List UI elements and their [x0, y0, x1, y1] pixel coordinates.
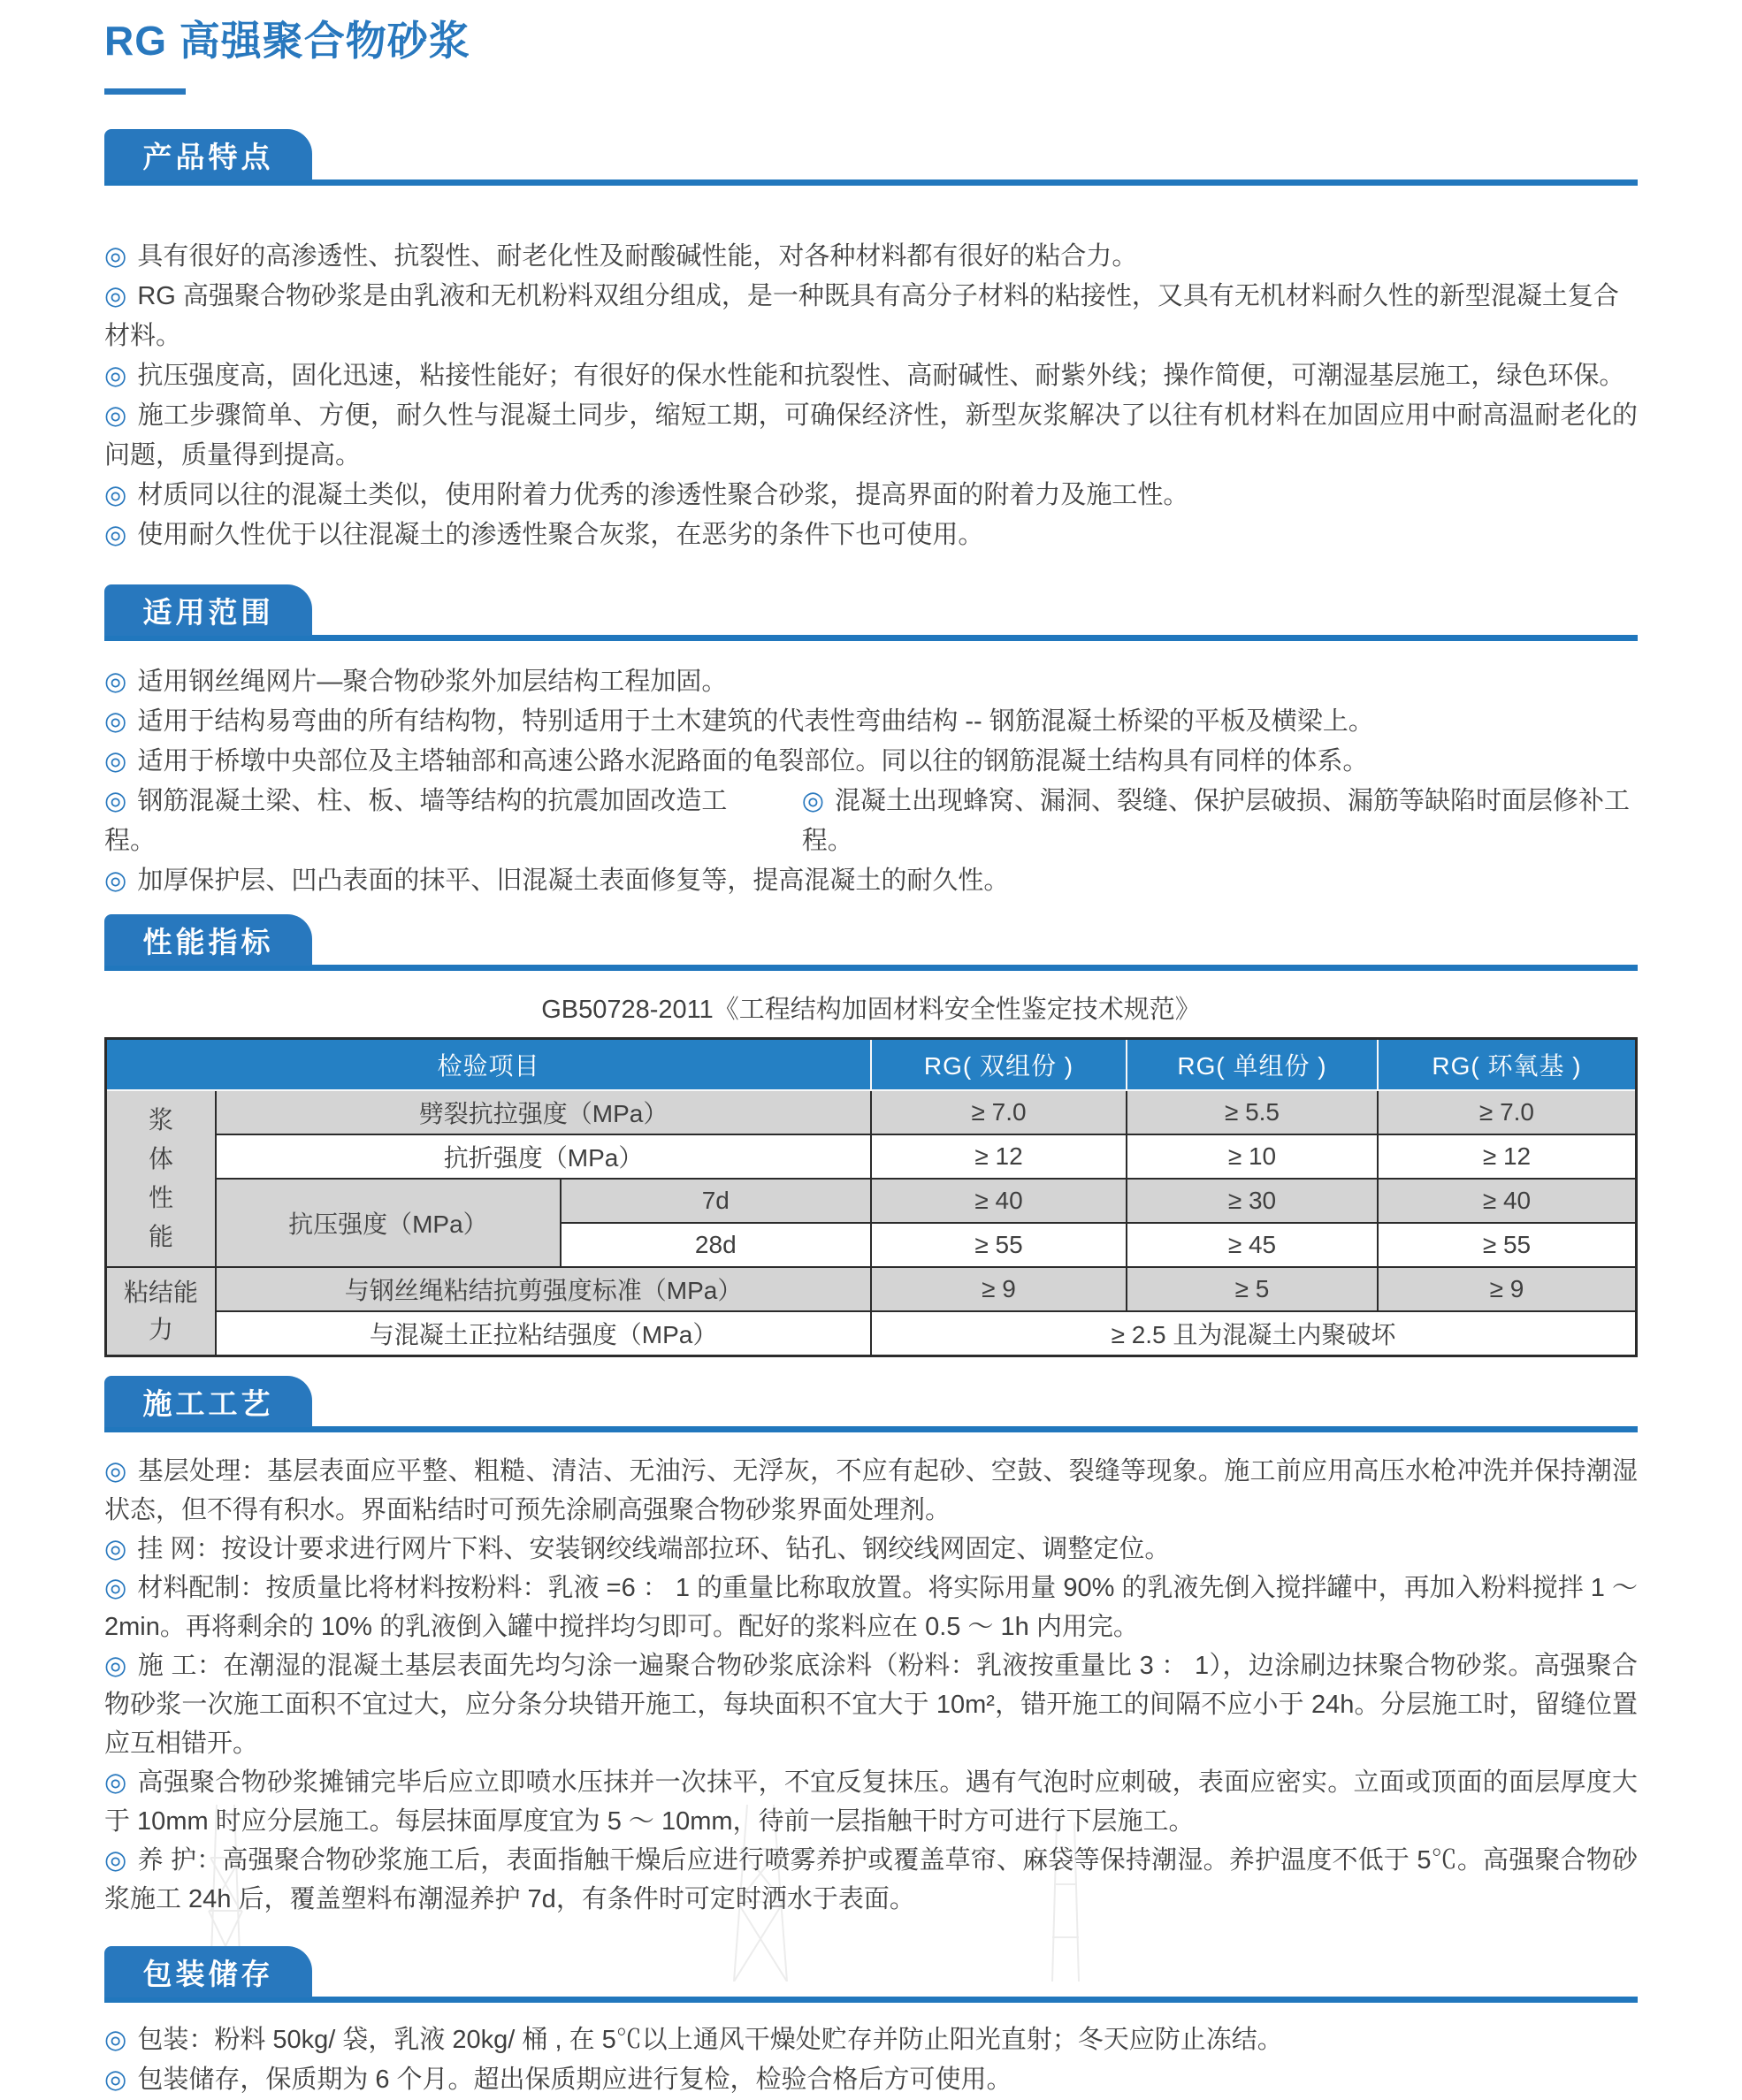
list-item [104, 1452, 1638, 1530]
list-item-text: 包装：粉料 50kg/ 袋，乳液 20kg/ 桶 , 在 5℃以上通风干燥处贮存并防止阳光直射；冬天应防止冻结。 [137, 2026, 1283, 2054]
table-value-cell: ≥ 12 [871, 1134, 1127, 1179]
list-item-text: 基层处理：基层表面应平整、粗糙、清洁、无油污、无浮灰，不应有起砂、空鼓、裂缝等现象。施工前应用高压水枪冲洗并保持潮湿状态，但不得有积水。界面粘结时可预先涂刷高强聚合物砂浆界面处理剂。 [104, 1457, 1638, 1524]
list-item-text: 施工步骤简单、方便，耐久性与混凝土同步，缩短工期，可确保经济性，新型灰浆解决了以往有机材料在加固应用中耐高温耐老化的问题，质量得到提高。 [104, 401, 1638, 470]
document-page [0, 18, 1742, 2100]
scope-list [104, 662, 1638, 901]
bullet-icon: ◎ [104, 668, 127, 696]
list-item [104, 396, 1638, 476]
table-item-cell: 抗压强度（MPa） [216, 1179, 560, 1267]
list-item [104, 782, 745, 861]
list-item-text: 材质同以往的混凝土类似，使用附着力优秀的渗透性聚合砂浆，提高界面的附着力及施工性。 [137, 481, 1189, 509]
list-item [104, 1646, 1638, 1763]
group-char: 体 [149, 1145, 174, 1172]
list-item [104, 662, 1638, 702]
table-sub-cell: 28d [561, 1223, 871, 1267]
group-char: 浆 [149, 1106, 174, 1134]
table-item-cell: 与混凝土正拉粘结强度（MPa） [216, 1311, 871, 1356]
bullet-icon: ◎ [104, 1574, 127, 1602]
table-sub-cell: 7d [561, 1179, 871, 1223]
table-header-col: RG( 环氧基 ) [1378, 1039, 1637, 1091]
packaging-list [104, 2020, 1638, 2100]
list-item-text: 具有很好的高渗透性、抗裂性、耐老化性及耐酸碱性能，对各种材料都有很好的粘合力。 [137, 242, 1138, 271]
table-value-cell: ≥ 55 [871, 1223, 1127, 1267]
table-caption: GB50728-2011《工程结构加固材料安全性鉴定技术规范》 [541, 996, 1201, 1024]
table-header-item: 检验项目 [106, 1039, 871, 1091]
list-item [104, 1763, 1638, 1841]
table-value-cell: ≥ 10 [1127, 1134, 1378, 1179]
list-item [104, 742, 1638, 782]
list-item [104, 1841, 1638, 1919]
bullet-icon: ◎ [104, 242, 127, 271]
table-value-cell: ≥ 40 [871, 1179, 1127, 1223]
section-heading-packaging: 包装储存 [104, 1946, 312, 1997]
list-item [104, 515, 1638, 555]
list-item [104, 861, 1638, 901]
list-item [104, 237, 1638, 277]
table-header-row [106, 1039, 1637, 1091]
list-item [104, 356, 1638, 396]
bullet-icon: ◎ [104, 521, 127, 549]
list-item-text: 混凝土出现蜂窝、漏洞、裂缝、保护层破损、漏筋等缺陷时面层修补工程。 [801, 787, 1631, 855]
bullet-icon: ◎ [104, 2066, 127, 2094]
list-item [104, 476, 1638, 515]
bullet-icon: ◎ [104, 707, 127, 736]
list-item-text: 材料配制：按质量比将材料按粉料：乳液 =6 ： 1 的重量比称取放置。将实际用量 90% 的乳液先倒入搅拌罐中，再加入粉料搅拌 1 ～ 2min。再将剩余的 10% 的乳液倒入罐中搅拌均匀即可。配好的浆料应在 0.5 ～ 1h 内用完。 [104, 1574, 1638, 1641]
list-item-text: 挂 网：按设计要求进行网片下料、安装钢绞线端部拉环、钻孔、钢绞线网固定、调整定位。 [137, 1535, 1171, 1563]
table-value-cell: ≥ 30 [1127, 1179, 1378, 1223]
list-item [104, 702, 1638, 742]
list-item-text: 使用耐久性优于以往混凝土的渗透性聚合灰浆，在恶劣的条件下也可使用。 [137, 521, 984, 549]
table-value-cell: ≥ 7.0 [871, 1090, 1127, 1134]
list-item [802, 782, 1638, 861]
table-item-cell: 与钢丝绳粘结抗剪强度标准（MPa） [216, 1267, 871, 1311]
list-item [104, 1530, 1638, 1569]
process-list [104, 1452, 1638, 1919]
bullet-icon: ◎ [104, 401, 127, 430]
table-row [106, 1267, 1637, 1311]
list-item-text: RG 高强聚合物砂浆是由乳液和无机粉料双组分组成，是一种既具有高分子材料的粘接性，又具有无机材料耐久性的新型混凝土复合材料。 [104, 282, 1619, 350]
bullet-icon: ◎ [801, 787, 825, 815]
list-item-text: 适用于结构易弯曲的所有结构物，特别适用于土木建筑的代表性弯曲结构 -- 钢筋混凝土桥梁的平板及横梁上。 [137, 707, 1374, 736]
list-item-text: 加厚保护层、凹凸表面的抹平、旧混凝土表面修复等，提高混凝土的耐久性。 [137, 867, 1010, 895]
group-char: 能 [149, 1223, 174, 1250]
list-item [104, 2020, 1638, 2060]
section-heading-features: 产品特点 [104, 129, 312, 180]
features-list [104, 237, 1638, 555]
list-item-text: 包装储存，保质期为 6 个月。超出保质期应进行复检，检验合格后方可使用。 [137, 2066, 1012, 2094]
table-value-cell: ≥ 40 [1378, 1179, 1637, 1223]
bullet-icon: ◎ [104, 747, 127, 775]
bullet-icon: ◎ [104, 1535, 127, 1563]
section-header-packaging [104, 1945, 1638, 2003]
list-item-text: 抗压强度高，固化迅速，粘接性能好；有很好的保水性能和抗裂性、高耐碱性、耐紫外线；操作简便，可潮湿基层施工，绿色环保。 [137, 362, 1625, 390]
table-value-cell: ≥ 5.5 [1127, 1090, 1378, 1134]
table-header-col: RG( 单组份 ) [1127, 1039, 1378, 1091]
list-item-text: 钢筋混凝土梁、柱、板、墙等结构的抗震加固改造工程。 [104, 787, 728, 855]
performance-table [104, 1037, 1638, 1357]
table-value-cell: ≥ 45 [1127, 1223, 1378, 1267]
section-header-process [104, 1375, 1638, 1432]
bullet-icon: ◎ [104, 1652, 127, 1680]
table-group-cell [106, 1090, 217, 1267]
list-item-pair [104, 782, 1638, 861]
table-item-cell: 抗折强度（MPa） [216, 1134, 871, 1179]
table-row [106, 1179, 1637, 1223]
table-value-cell: ≥ 7.0 [1378, 1090, 1637, 1134]
table-span-value-cell: ≥ 2.5 且为混凝土内聚破坏 [871, 1311, 1637, 1356]
bullet-icon: ◎ [104, 481, 127, 509]
list-item-text: 养 护：高强聚合物砂浆施工后，表面指触干燥后应进行喷雾养护或覆盖草帘、麻袋等保持潮湿。养护温度不低于 5℃。高强聚合物砂浆施工 24h 后，覆盖塑料布潮湿养护 7d，有条件时可定时洒水于表面。 [104, 1846, 1638, 1913]
section-header-scope [104, 584, 1638, 641]
list-item [104, 277, 1638, 356]
table-value-cell: ≥ 9 [1378, 1267, 1637, 1311]
section-heading-process: 施工工艺 [104, 1376, 312, 1427]
table-row [106, 1311, 1637, 1356]
list-item [104, 2060, 1638, 2100]
table-header-col: RG( 双组份 ) [871, 1039, 1127, 1091]
bullet-icon: ◎ [104, 867, 127, 895]
table-row [106, 1090, 1637, 1134]
list-item-text: 适用于桥墩中央部位及主塔轴部和高速公路水泥路面的龟裂部位。同以往的钢筋混凝土结构具有同样的体系。 [137, 747, 1369, 775]
list-item-text: 高强聚合物砂浆摊铺完毕后应立即喷水压抹并一次抹平，不宜反复抹压。遇有气泡时应刺破，表面应密实。立面或顶面的面层厚度大于 10mm 时应分层施工。每层抹面厚度宜为 5 ～ 10mm，待前一层指触干时方可进行下层施工。 [104, 1768, 1638, 1836]
group-char: 性 [149, 1184, 174, 1211]
bullet-icon: ◎ [104, 2026, 127, 2054]
list-item [104, 1569, 1638, 1646]
section-header-features [104, 128, 1638, 186]
bullet-icon: ◎ [104, 282, 127, 310]
list-item-text: 适用钢丝绳网片—聚合物砂浆外加层结构工程加固。 [137, 668, 728, 696]
bullet-icon: ◎ [104, 1457, 127, 1485]
table-value-cell: ≥ 55 [1378, 1223, 1637, 1267]
bullet-icon: ◎ [104, 362, 127, 390]
list-item-text: 施 工：在潮湿的混凝土基层表面先均匀涂一遍聚合物砂浆底涂料（粉料：乳液按重量比 3 ： 1），边涂刷边抹聚合物砂浆。高强聚合物砂浆一次施工面积不宜过大，应分条分块错开施工，每块面积不宜大于 10m²，错开施工的间隔不应小于 24h。分层施工时，留缝位置应互相错开。 [104, 1652, 1638, 1758]
bullet-icon: ◎ [104, 1846, 127, 1875]
bullet-icon: ◎ [104, 1768, 127, 1797]
section-heading-scope: 适用范围 [104, 584, 312, 636]
bullet-icon: ◎ [104, 787, 127, 815]
table-group-cell: 粘结能力 [106, 1267, 217, 1356]
table-row [106, 1134, 1637, 1179]
table-value-cell: ≥ 5 [1127, 1267, 1378, 1311]
table-item-cell: 劈裂抗拉强度（MPa） [216, 1090, 871, 1134]
section-heading-performance: 性能指标 [104, 914, 312, 966]
section-header-performance [104, 913, 1638, 971]
title-underline [104, 88, 186, 95]
table-value-cell: ≥ 12 [1378, 1134, 1637, 1179]
table-value-cell: ≥ 9 [871, 1267, 1127, 1311]
page-title: RG 高强聚合物砂浆 [104, 18, 470, 64]
